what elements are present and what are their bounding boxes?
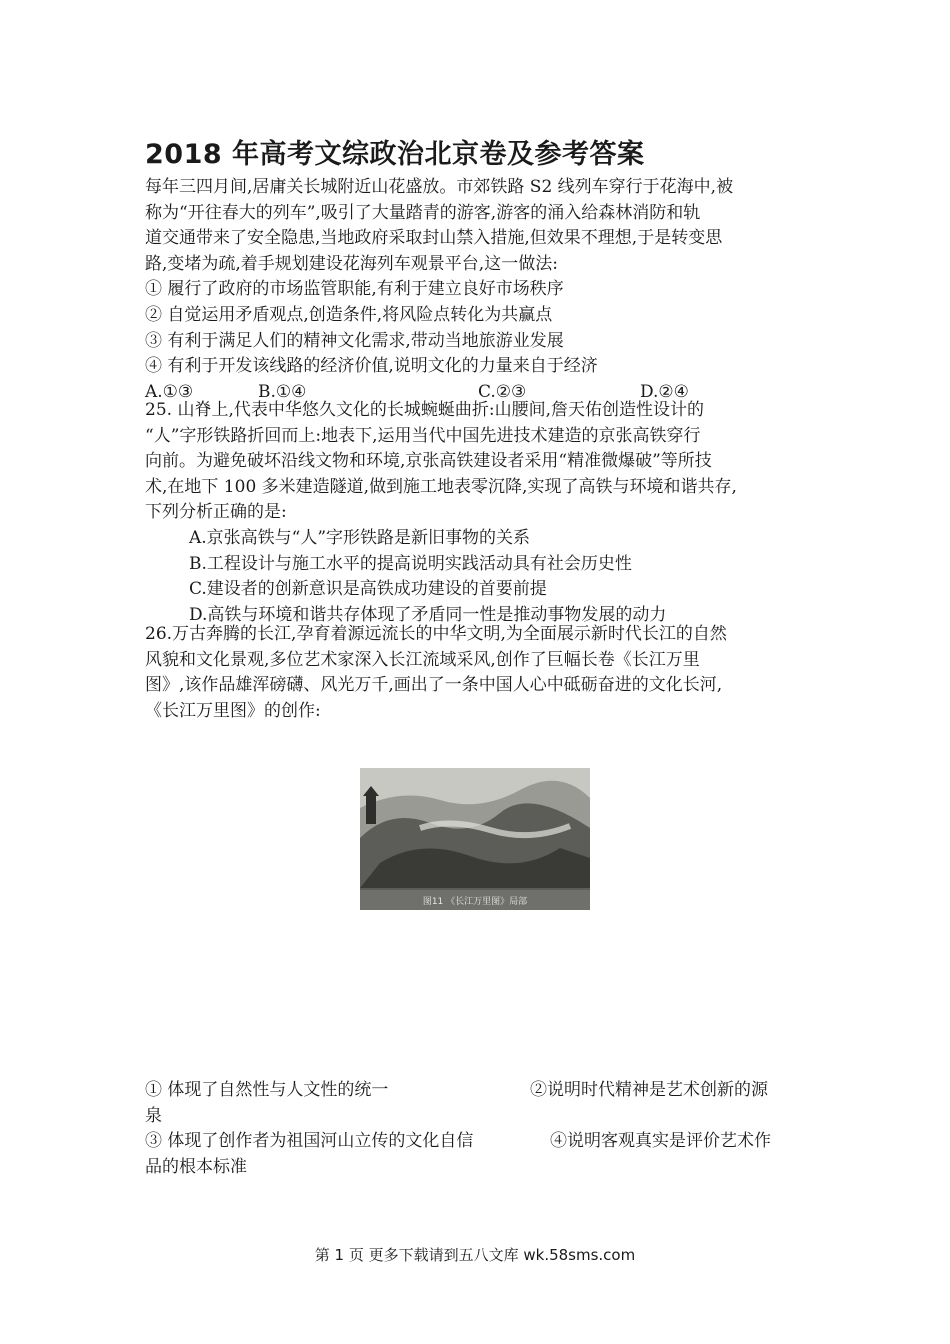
question-26 xyxy=(145,622,815,724)
statement-row xyxy=(145,1078,815,1104)
page-title: 2018 年高考文综政治北京卷及参考答案 xyxy=(145,139,645,170)
question-24 xyxy=(145,175,815,405)
option-d: D.②④ xyxy=(640,381,689,402)
option-b: B.工程设计与施工水平的提高说明实践活动具有社会历史性 xyxy=(189,553,632,574)
option-b: B.①④ xyxy=(258,381,307,402)
question-stem-line: 风貌和文化景观,多位艺术家深入长江流域采风,创作了巨幅长卷《长江万里 xyxy=(145,649,700,670)
option-c: C.建设者的创新意识是高铁成功建设的首要前提 xyxy=(189,579,547,600)
question-stem-line: 25. 山脊上,代表中华悠久文化的长城蜿蜒曲折:山腰间,詹天佑创造性设计的 xyxy=(145,400,704,420)
question-stem-line: 术,在地下 100 多米建造隧道,做到施工地表零沉降,实现了高铁与环境和谐共存, xyxy=(145,476,737,497)
statement-wrap: 泉 xyxy=(145,1105,162,1126)
option-c: C.②③ xyxy=(478,381,527,402)
painting-figure xyxy=(360,768,590,910)
question-stem-line: 《长江万里图》的创作: xyxy=(145,700,321,721)
question-25 xyxy=(145,398,815,628)
statement-row xyxy=(145,1129,815,1155)
question-stem-line: 每年三四月间,居庸关长城附近山花盛放。市郊铁路 S2 线列车穿行于花海中,被 xyxy=(145,177,734,197)
statement-3: ③ 体现了创作者为祖国河山立传的文化自信 xyxy=(145,1131,474,1152)
question-stem-line: 路,变堵为疏,着手规划建设花海列车观景平台,这一做法: xyxy=(145,253,558,274)
statement-1: ① 体现了自然性与人文性的统一 xyxy=(145,1080,389,1100)
statement-3: ③ 有利于满足人们的精神文化需求,带动当地旅游业发展 xyxy=(145,330,564,351)
figure-caption: 图11 《长江万里图》局部 xyxy=(422,897,528,907)
statement-1: ① 履行了政府的市场监管职能,有利于建立良好市场秩序 xyxy=(145,279,564,300)
question-stem-line: “人”字形铁路折回而上:地表下,运用当代中国先进技术建造的京张高铁穿行 xyxy=(145,425,701,446)
question-stem-line: 26.万古奔腾的长江,孕育着源远流长的中华文明,为全面展示新时代长江的自然 xyxy=(145,624,727,644)
statement-2: ② 自觉运用矛盾观点,创造条件,将风险点转化为共赢点 xyxy=(145,304,553,325)
question-26-statements xyxy=(145,1078,815,1180)
statement-wrap: 品的根本标准 xyxy=(145,1156,247,1177)
option-a: A.①③ xyxy=(145,381,194,402)
question-stem-line: 称为“开往春大的列车”,吸引了大量踏青的游客,游客的涌入给森林消防和轨 xyxy=(145,202,701,223)
question-stem-line: 图》,该作品雄浑磅礴、风光万千,画出了一条中国人心中砥砺奋进的文化长河, xyxy=(145,675,723,696)
question-stem-line: 向前。为避免破坏沿线文物和环境,京张高铁建设者采用“精准微爆破”等所技 xyxy=(145,451,712,472)
option-d: D.高铁与环境和谐共存体现了矛盾同一性是推动事物发展的动力 xyxy=(189,604,667,625)
question-stem-line: 下列分析正确的是: xyxy=(145,502,287,523)
page-footer: 第 1 页 更多下载请到五八文库 wk.58sms.com xyxy=(314,1246,636,1264)
option-a: A.京张高铁与“人”字形铁路是新旧事物的关系 xyxy=(189,527,531,548)
question-stem-line: 道交通带来了安全隐患,当地政府采取封山禁入措施,但效果不理想,于是转变思 xyxy=(145,228,723,249)
statement-4: ④ 有利于开发该线路的经济价值,说明文化的力量来自于经济 xyxy=(145,356,598,377)
statement-2: ②说明时代精神是艺术创新的源 xyxy=(530,1080,768,1100)
statement-4: ④说明客观真实是评价艺术作 xyxy=(550,1131,771,1152)
painting-image xyxy=(360,768,590,910)
